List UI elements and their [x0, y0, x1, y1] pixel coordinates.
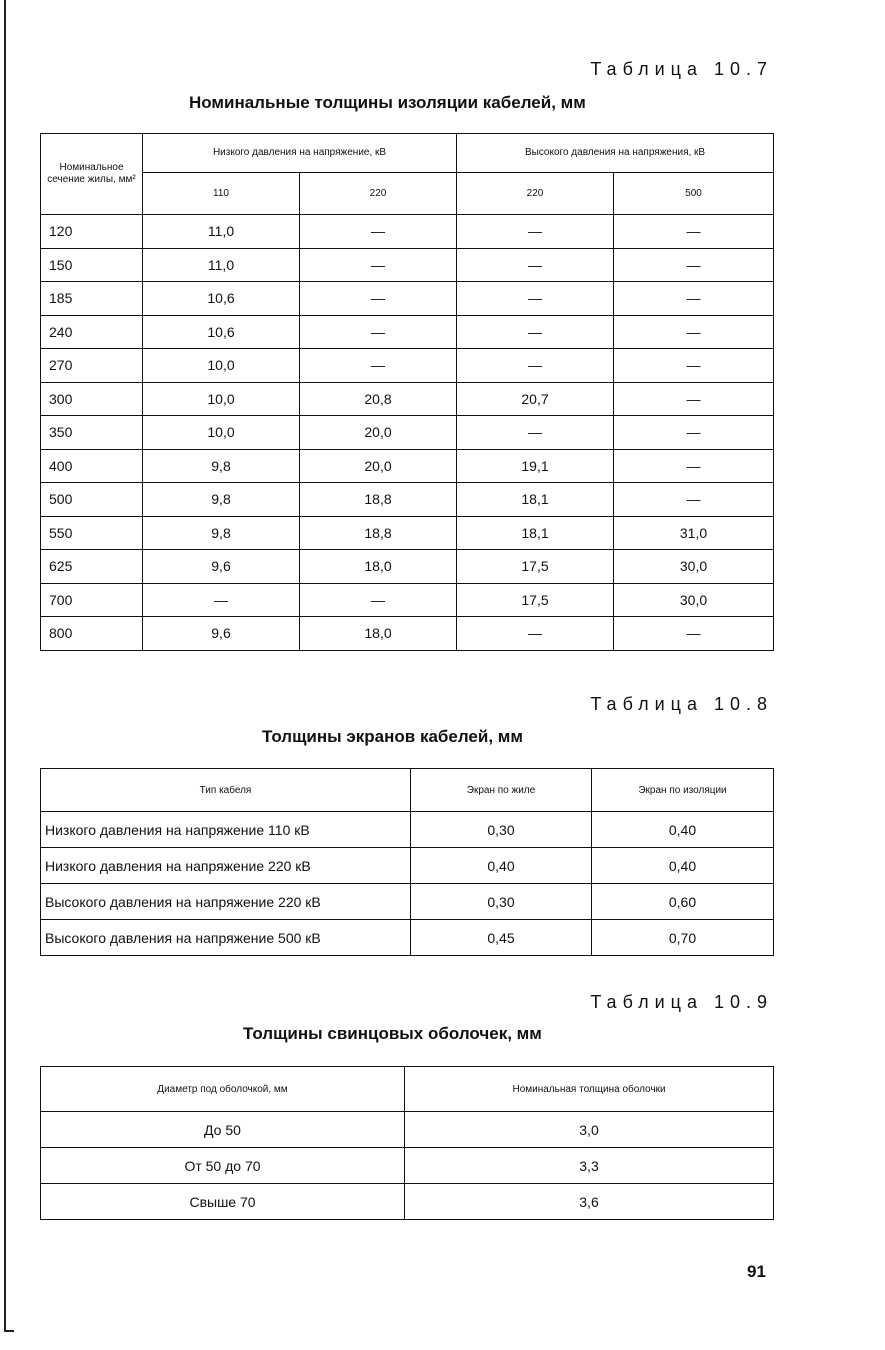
table-cell: 0,30 — [411, 812, 592, 848]
table-cell: — — [300, 349, 457, 383]
table-cell: 3,3 — [405, 1148, 774, 1184]
table-cell: 11,0 — [143, 215, 300, 249]
table-row — [41, 315, 774, 349]
table-cell: До 50 — [41, 1112, 405, 1148]
table-cell: 3,6 — [405, 1184, 774, 1220]
table-10-8 — [40, 768, 774, 956]
table-cell: 300 — [41, 382, 143, 416]
header-diameter: Диаметр под оболочкой, мм — [41, 1067, 405, 1112]
table-row — [41, 812, 774, 848]
table-cell: 3,0 — [405, 1112, 774, 1148]
header-voltage: 220 — [300, 173, 457, 215]
table-cell: Низкого давления на напряжение 220 кВ — [41, 848, 411, 884]
table-cell: — — [614, 449, 774, 483]
table-cell: 0,40 — [592, 848, 774, 884]
table-cell: 0,45 — [411, 920, 592, 956]
table-cell: — — [457, 416, 614, 450]
table-cell: 9,6 — [143, 617, 300, 651]
table-cell: 17,5 — [457, 583, 614, 617]
table-cell: 0,30 — [411, 884, 592, 920]
table-row — [41, 1184, 774, 1220]
header-insulation-screen: Экран по изоляции — [592, 769, 774, 812]
table-cell: 0,70 — [592, 920, 774, 956]
table-cell: 500 — [41, 483, 143, 517]
table-cell: 120 — [41, 215, 143, 249]
table-cell: 10,0 — [143, 382, 300, 416]
table-row — [41, 349, 774, 383]
table-cell: — — [300, 282, 457, 316]
table-cell: 270 — [41, 349, 143, 383]
table-row — [41, 483, 774, 517]
table-cell: Высокого давления на напряжение 220 кВ — [41, 884, 411, 920]
header-voltage: 110 — [143, 173, 300, 215]
table-row — [41, 449, 774, 483]
table-cell: — — [300, 315, 457, 349]
table-cell: — — [300, 248, 457, 282]
page-number: 91 — [747, 1262, 766, 1281]
table-cell: 10,6 — [143, 315, 300, 349]
table-cell: 10,0 — [143, 416, 300, 450]
table-cell: 18,8 — [300, 483, 457, 517]
table-cell: 30,0 — [614, 583, 774, 617]
table-cell: 18,8 — [300, 516, 457, 550]
table-cell: — — [614, 215, 774, 249]
table-cell: — — [614, 416, 774, 450]
table-cell: — — [614, 282, 774, 316]
header-voltage: 500 — [614, 173, 774, 215]
table-row — [41, 884, 774, 920]
table-cell: — — [457, 617, 614, 651]
table-cell: 18,0 — [300, 617, 457, 651]
table-10-9-number: Таблица 10.9 — [590, 992, 773, 1012]
table-row — [41, 1148, 774, 1184]
table-row — [41, 583, 774, 617]
table-cell: 31,0 — [614, 516, 774, 550]
table-cell: — — [300, 215, 457, 249]
table-cell: — — [457, 315, 614, 349]
table-cell: — — [457, 282, 614, 316]
table-10-7 — [40, 133, 774, 651]
table-cell: 20,0 — [300, 416, 457, 450]
table-row — [41, 617, 774, 651]
table-cell: — — [614, 483, 774, 517]
table-row — [41, 550, 774, 584]
table-cell: 18,0 — [300, 550, 457, 584]
table-cell: — — [300, 583, 457, 617]
table-cell: 10,0 — [143, 349, 300, 383]
header-nominal-thickness: Номинальная толщина оболочки — [405, 1067, 774, 1112]
table-cell: От 50 до 70 — [41, 1148, 405, 1184]
table-cell: — — [143, 583, 300, 617]
table-cell: 350 — [41, 416, 143, 450]
header-cable-type: Тип кабеля — [41, 769, 411, 812]
table-cell: 10,6 — [143, 282, 300, 316]
table-row — [41, 382, 774, 416]
table-cell: 550 — [41, 516, 143, 550]
table-cell: — — [614, 349, 774, 383]
table-cell: 0,60 — [592, 884, 774, 920]
table-row — [41, 215, 774, 249]
table-10-8-number: Таблица 10.8 — [590, 694, 773, 714]
table-cell: 0,40 — [411, 848, 592, 884]
table-cell: 11,0 — [143, 248, 300, 282]
table-cell: — — [614, 248, 774, 282]
page-corner-mark — [4, 1330, 14, 1332]
table-cell: 20,7 — [457, 382, 614, 416]
table-10-9-title: Толщины свинцовых оболочек, мм — [243, 1024, 542, 1043]
table-cell: — — [614, 382, 774, 416]
table-10-7-title: Номинальные толщины изоляции кабелей, мм — [189, 93, 586, 112]
table-cell: 9,8 — [143, 449, 300, 483]
table-cell: 19,1 — [457, 449, 614, 483]
table-cell: 625 — [41, 550, 143, 584]
table-cell: 9,6 — [143, 550, 300, 584]
table-cell: 800 — [41, 617, 143, 651]
table-10-7-number: Таблица 10.7 — [590, 59, 773, 79]
table-cell: 30,0 — [614, 550, 774, 584]
table-10-9 — [40, 1066, 774, 1220]
table-cell: 20,8 — [300, 382, 457, 416]
header-core-screen: Экран по жиле — [411, 769, 592, 812]
header-section: Номинальное сечение жилы, мм² — [41, 134, 143, 215]
table-row — [41, 1112, 774, 1148]
table-cell: — — [457, 248, 614, 282]
table-cell: 400 — [41, 449, 143, 483]
table-cell: 20,0 — [300, 449, 457, 483]
table-cell: 18,1 — [457, 483, 614, 517]
table-row — [41, 416, 774, 450]
header-high-pressure: Высокого давления на напряжения, кВ — [457, 134, 774, 173]
table-row — [41, 920, 774, 956]
table-cell: — — [614, 617, 774, 651]
table-cell: 9,8 — [143, 516, 300, 550]
table-cell: Низкого давления на напряжение 110 кВ — [41, 812, 411, 848]
table-cell: 185 — [41, 282, 143, 316]
table-cell: 18,1 — [457, 516, 614, 550]
page-binding-edge — [4, 0, 6, 1330]
header-voltage: 220 — [457, 173, 614, 215]
table-row — [41, 248, 774, 282]
table-cell: Свыше 70 — [41, 1184, 405, 1220]
table-cell: 17,5 — [457, 550, 614, 584]
table-cell: — — [457, 349, 614, 383]
table-cell: — — [457, 215, 614, 249]
table-cell: 150 — [41, 248, 143, 282]
table-cell: 700 — [41, 583, 143, 617]
table-cell: — — [614, 315, 774, 349]
table-cell: 240 — [41, 315, 143, 349]
table-row — [41, 282, 774, 316]
table-cell: 0,40 — [592, 812, 774, 848]
header-low-pressure: Низкого давления на напряжение, кВ — [143, 134, 457, 173]
table-cell: 9,8 — [143, 483, 300, 517]
table-row — [41, 848, 774, 884]
table-10-8-title: Толщины экранов кабелей, мм — [262, 727, 523, 746]
table-cell: Высокого давления на напряжение 500 кВ — [41, 920, 411, 956]
table-row — [41, 516, 774, 550]
